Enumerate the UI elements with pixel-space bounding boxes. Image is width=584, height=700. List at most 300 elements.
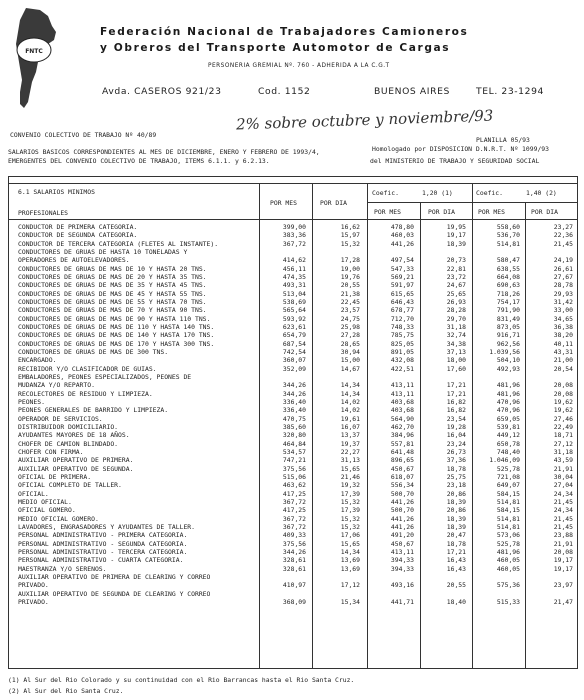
table-row — [0, 265, 584, 273]
row-label: AUXILIAR OPERATIVO DE SEGUNDA DE CLEARING Y CORREO — [18, 589, 211, 598]
table-row — [0, 373, 584, 381]
row-label: CONDUCTORES DE GRUAS DE MAS DE 300 TNS. — [18, 347, 169, 356]
row-value-dia: 17,28 — [340, 256, 360, 265]
phone: TEL. 23-1294 — [476, 86, 544, 97]
row-value-m2: 584,15 — [496, 489, 520, 498]
row-value-m2: 481,96 — [496, 381, 520, 390]
row-value-m2: 504,10 — [496, 356, 520, 365]
table-row — [0, 331, 584, 339]
table-row — [0, 240, 584, 248]
row-value-mes: 513,04 — [282, 289, 306, 298]
table-row — [0, 465, 584, 473]
row-value-d2: 18,71 — [553, 431, 573, 440]
row-value-m1: 646,43 — [390, 297, 414, 306]
row-value-m2: 791,90 — [496, 306, 520, 315]
row-label: MAESTRANZA Y/O SERENOS. — [18, 564, 107, 573]
row-value-dia: 13,69 — [340, 556, 360, 565]
table-row — [0, 248, 584, 256]
table-row — [0, 440, 584, 448]
row-label: OFICIAL. — [18, 489, 49, 498]
row-label: CONDUCTORES DE GRUAS DE MAS DE 35 Y HASTA 45 TNS. — [18, 281, 207, 290]
row-label: AUXILIAR OPERATIVO DE SEGUNDA. — [18, 464, 134, 473]
row-value-d2: 23,27 — [553, 223, 573, 231]
table-row — [0, 290, 584, 298]
row-value-mes: 320,80 — [282, 431, 306, 440]
row-value-m2: 916,71 — [496, 331, 520, 340]
row-value-m1: 825,05 — [390, 339, 414, 348]
row-value-m2: 536,70 — [496, 231, 520, 240]
row-value-d1: 23,72 — [446, 272, 466, 281]
row-value-m1: 491,20 — [390, 531, 414, 540]
row-value-m1: 441,26 — [390, 497, 414, 506]
row-label: EMBALADORES, PEONES ESPECIALIZADOS, PEONES DE — [18, 372, 192, 381]
table-row — [0, 423, 584, 431]
row-value-d1: 20,73 — [446, 256, 466, 265]
row-value-m2: 470,96 — [496, 406, 520, 415]
row-label: CONDUCTORES DE GRUAS DE MAS DE 140 Y HASTA 170 TNS. — [18, 331, 215, 340]
row-value-mes: 456,11 — [282, 264, 306, 273]
row-label: PERSONAL ADMINISTRATIVO - TERCERA CATEGORIA. — [18, 547, 188, 556]
row-value-dia: 13,37 — [340, 431, 360, 440]
header-coef1-por-mes: POR MES — [374, 208, 401, 216]
row-value-d2: 28,78 — [553, 281, 573, 290]
table-row — [0, 256, 584, 264]
row-value-d2: 27,46 — [553, 414, 573, 423]
row-value-mes: 367,72 — [282, 239, 306, 248]
row-value-d2: 29,93 — [553, 289, 573, 298]
coef2-value: 1,40 (2) — [526, 189, 557, 197]
row-value-dia: 19,61 — [340, 414, 360, 423]
profession-header: PROFESIONALES — [18, 209, 69, 217]
row-value-m2: 721,08 — [496, 472, 520, 481]
row-value-dia: 14,02 — [340, 406, 360, 415]
row-value-dia: 15,32 — [340, 514, 360, 523]
row-value-m2: 659,05 — [496, 414, 520, 423]
planilla-number: PLANILLA 05/93 — [476, 136, 530, 144]
city: BUENOS AIRES — [374, 86, 450, 97]
row-label: CONDUCTOR DE PRIMERA CATEGORIA. — [18, 223, 138, 231]
row-value-d2: 20,08 — [553, 547, 573, 556]
row-label: PERSONAL ADMINISTRATIVO - PRIMERA CATEGORIA. — [18, 531, 188, 540]
row-value-m2: 481,96 — [496, 389, 520, 398]
table-row — [0, 398, 584, 406]
row-value-mes: 367,72 — [282, 514, 306, 523]
row-label: PEONES. — [18, 397, 45, 406]
row-value-mes: 368,09 — [282, 597, 306, 606]
row-value-mes: 414,62 — [282, 256, 306, 265]
row-value-m1: 460,03 — [390, 231, 414, 240]
row-value-dia: 15,32 — [340, 239, 360, 248]
row-value-dia: 16,07 — [340, 422, 360, 431]
row-value-dia: 15,97 — [340, 231, 360, 240]
row-value-dia: 19,00 — [340, 264, 360, 273]
row-value-d1: 22,81 — [446, 264, 466, 273]
row-value-m1: 450,67 — [390, 539, 414, 548]
table-row — [0, 273, 584, 281]
row-value-m1: 441,26 — [390, 514, 414, 523]
row-value-m1: 712,70 — [390, 314, 414, 323]
table-row — [0, 390, 584, 398]
row-value-mes: 417,25 — [282, 506, 306, 515]
row-value-d2: 20,54 — [553, 364, 573, 373]
row-value-d1: 17,21 — [446, 547, 466, 556]
row-value-m1: 891,05 — [390, 347, 414, 356]
row-value-d1: 26,73 — [446, 447, 466, 456]
row-value-d2: 21,91 — [553, 539, 573, 548]
row-value-d2: 21,45 — [553, 239, 573, 248]
table-row — [0, 340, 584, 348]
row-value-dia: 17,39 — [340, 506, 360, 515]
row-value-d2: 21,91 — [553, 464, 573, 473]
row-value-m1: 896,65 — [390, 456, 414, 465]
row-value-m1: 618,07 — [390, 472, 414, 481]
address: Avda. CASEROS 921/23 — [102, 86, 222, 97]
personeria-gremial: PERSONERIA GREMIAL Nº. 760 - ADHERIDA A LA C.G.T — [208, 63, 390, 69]
row-value-d1: 29,70 — [446, 314, 466, 323]
row-value-d2: 27,04 — [553, 481, 573, 490]
row-value-mes: 410,97 — [282, 581, 306, 590]
row-label: CONDUCTORES DE GRUAS DE MAS DE 20 Y HASTA 35 TNS. — [18, 272, 207, 281]
row-label: CONDUCTORES DE GRUAS DE MAS DE 55 Y HASTA 70 TNS. — [18, 297, 207, 306]
table-row — [0, 515, 584, 523]
table-row — [0, 598, 584, 606]
row-label: OPERADORES DE AUTOELEVADORES. — [18, 256, 130, 265]
row-value-m2: 1.039,56 — [489, 347, 520, 356]
table-row — [0, 431, 584, 439]
row-value-m1: 557,81 — [390, 439, 414, 448]
row-label: RECOLECTORES DE RESIDUO Y LIMPIEZA. — [18, 389, 153, 398]
row-value-d1: 26,93 — [446, 297, 466, 306]
row-value-dia: 30,94 — [340, 347, 360, 356]
row-value-d1: 20,55 — [446, 581, 466, 590]
row-value-mes: 534,57 — [282, 447, 306, 456]
row-value-m2: 1.046,09 — [489, 456, 520, 465]
row-value-d2: 43,31 — [553, 347, 573, 356]
row-label: PERSONAL ADMINISTRATIVO - CUARTA CATEGORIA. — [18, 556, 184, 565]
row-value-m1: 403,68 — [390, 406, 414, 415]
row-value-d1: 17,60 — [446, 364, 466, 373]
table-row — [0, 448, 584, 456]
org-name-line1: Federación Nacional de Trabajadores Camioneros — [100, 26, 469, 38]
header-por-mes: POR MES — [270, 199, 297, 207]
row-value-m2: 649,07 — [496, 481, 520, 490]
table-row — [0, 548, 584, 556]
row-value-m2: 873,05 — [496, 322, 520, 331]
table-row — [0, 323, 584, 331]
row-label: CONDUCTORES DE GRUAS DE MAS DE 90 Y HASTA 110 TNS. — [18, 314, 211, 323]
row-value-m1: 441,26 — [390, 522, 414, 531]
table-row — [0, 406, 584, 414]
row-value-m1: 569,21 — [390, 272, 414, 281]
row-value-d1: 16,43 — [446, 564, 466, 573]
row-value-dia: 22,45 — [340, 297, 360, 306]
row-value-d2: 31,42 — [553, 297, 573, 306]
row-value-m1: 500,70 — [390, 506, 414, 515]
row-value-d1: 19,17 — [446, 231, 466, 240]
row-value-mes: 417,25 — [282, 489, 306, 498]
row-value-mes: 470,75 — [282, 414, 306, 423]
row-value-d1: 19,28 — [446, 422, 466, 431]
row-value-d2: 19,62 — [553, 406, 573, 415]
row-label: RECIBIDOR Y/O CLASIFICADOR DE GUIAS. — [18, 364, 157, 373]
row-value-m2: 573,06 — [496, 531, 520, 540]
row-value-d2: 21,45 — [553, 497, 573, 506]
row-value-mes: 742,54 — [282, 347, 306, 356]
row-label: OFICIAL COMPLETO DE TALLER. — [18, 481, 122, 490]
row-value-mes: 623,61 — [282, 322, 306, 331]
row-value-mes: 654,79 — [282, 331, 306, 340]
table-row — [0, 490, 584, 498]
table-row — [0, 306, 584, 314]
row-label: LAVADORES, ENGRASADORES Y AYUDANTES DE TALLER. — [18, 522, 195, 531]
row-value-dia: 14,34 — [340, 389, 360, 398]
row-value-dia: 28,65 — [340, 339, 360, 348]
table-row — [0, 281, 584, 289]
header-coef2-por-mes: POR MES — [478, 208, 505, 216]
row-value-dia: 14,67 — [340, 364, 360, 373]
row-value-d1: 23,18 — [446, 481, 466, 490]
homologation-line2: del MINISTERIO DE TRABAJO Y SEGURIDAD SOCIAL — [370, 157, 540, 165]
row-value-d2: 40,11 — [553, 339, 573, 348]
row-value-d1: 25,65 — [446, 289, 466, 298]
row-value-m2: 515,33 — [496, 597, 520, 606]
row-value-m1: 432,08 — [390, 356, 414, 365]
table-rule — [368, 202, 578, 203]
row-value-d1: 34,38 — [446, 339, 466, 348]
row-label: MEDIO OFICIAL. — [18, 497, 72, 506]
row-value-mes: 538,69 — [282, 297, 306, 306]
row-value-m1: 450,67 — [390, 464, 414, 473]
table-row — [0, 381, 584, 389]
row-value-m2: 514,81 — [496, 514, 520, 523]
row-value-d1: 37,36 — [446, 456, 466, 465]
homologation-line1: Homologado por DISPOSICION D.N.R.T. Nº 1099/93 — [372, 145, 549, 153]
row-value-dia: 17,06 — [340, 531, 360, 540]
row-value-d2: 31,18 — [553, 447, 573, 456]
row-value-m1: 422,51 — [390, 364, 414, 373]
row-value-m1: 413,11 — [390, 381, 414, 390]
row-value-dia: 17,39 — [340, 489, 360, 498]
row-label: PEONES GENERALES DE BARRIDO Y LIMPIEZA. — [18, 406, 169, 415]
table-row — [0, 415, 584, 423]
row-value-m1: 462,70 — [390, 422, 414, 431]
row-value-m2: 460,05 — [496, 556, 520, 565]
convenio-title: CONVENIO COLECTIVO DE TRABAJO Nº 40/89 — [10, 131, 157, 139]
row-value-dia: 27,28 — [340, 331, 360, 340]
row-value-d2: 38,20 — [553, 331, 573, 340]
row-label: CHOFER DE CAMION BLINDADO. — [18, 439, 119, 448]
table-row — [0, 348, 584, 356]
row-value-dia: 23,57 — [340, 306, 360, 315]
row-value-m1: 500,70 — [390, 489, 414, 498]
table-row — [0, 565, 584, 573]
row-value-dia: 22,27 — [340, 447, 360, 456]
row-value-d2: 20,08 — [553, 389, 573, 398]
header-por-dia: POR DIA — [320, 199, 347, 207]
row-value-d2: 19,62 — [553, 397, 573, 406]
row-value-d1: 20,86 — [446, 489, 466, 498]
row-label: CONDUCTORES DE GRUAS DE MAS DE 10 Y HASTA 20 TNS. — [18, 264, 207, 273]
row-value-mes: 747,21 — [282, 456, 306, 465]
header-coef2-por-dia: POR DIA — [531, 208, 558, 216]
row-value-mes: 375,56 — [282, 464, 306, 473]
table-row — [0, 223, 584, 231]
row-label: CONDUCTORES DE GRUAS DE MAS DE 170 Y HASTA 300 TNS. — [18, 339, 215, 348]
row-value-dia: 19,32 — [340, 481, 360, 490]
row-value-m2: 754,17 — [496, 297, 520, 306]
row-value-d2: 19,17 — [553, 564, 573, 573]
row-value-mes: 375,56 — [282, 539, 306, 548]
row-value-d2: 19,17 — [553, 556, 573, 565]
row-value-d2: 26,61 — [553, 264, 573, 273]
row-label: CHOFER CON FIRMA. — [18, 447, 84, 456]
row-value-m2: 575,36 — [496, 581, 520, 590]
table-row — [0, 556, 584, 564]
row-value-dia: 15,65 — [340, 539, 360, 548]
row-value-m1: 493,16 — [390, 581, 414, 590]
row-value-d2: 24,34 — [553, 489, 573, 498]
row-value-m1: 591,97 — [390, 281, 414, 290]
row-value-mes: 463,62 — [282, 481, 306, 490]
row-value-d1: 18,78 — [446, 539, 466, 548]
row-value-d2: 21,00 — [553, 356, 573, 365]
row-value-d1: 32,74 — [446, 331, 466, 340]
row-value-d2: 20,08 — [553, 381, 573, 390]
row-label: AUXILIAR OPERATIVO DE PRIMERA DE CLEARING Y CORREO — [18, 572, 211, 581]
row-label: ENCARGADO. — [18, 356, 57, 365]
row-value-d1: 16,04 — [446, 431, 466, 440]
row-value-m2: 525,78 — [496, 464, 520, 473]
row-value-d2: 22,36 — [553, 231, 573, 240]
row-value-mes: 336,40 — [282, 397, 306, 406]
intro-line2: EMERGENTES DEL CONVENIO COLECTIVO DE TRABAJO, ITEMS 6.1.1. y 6.2.13. — [8, 157, 270, 165]
row-label: PERSONAL ADMINISTRATIVO - SEGUNDA CATEGORIA. — [18, 539, 188, 548]
org-name-line2: y Obreros del Transporte Automotor de Cargas — [100, 42, 451, 54]
row-label: AUXILIAR OPERATIVO DE PRIMERA. — [18, 456, 134, 465]
row-label: MEDIO OFICIAL GOMERO. — [18, 514, 99, 523]
row-value-d1: 18,78 — [446, 464, 466, 473]
row-value-dia: 21,46 — [340, 472, 360, 481]
row-value-mes: 328,61 — [282, 556, 306, 565]
row-value-m2: 690,63 — [496, 281, 520, 290]
row-value-m1: 394,33 — [390, 564, 414, 573]
row-value-dia: 15,32 — [340, 497, 360, 506]
row-value-mes: 515,06 — [282, 472, 306, 481]
footnote-1: (1) Al Sur del Rio Colorado y su continuidad con el Rio Barrancas hasta el Rio Santa Cruz. — [8, 676, 355, 684]
row-value-dia: 24,75 — [340, 314, 360, 323]
row-value-m1: 556,34 — [390, 481, 414, 490]
row-value-m2: 492,93 — [496, 364, 520, 373]
row-value-m2: 514,81 — [496, 522, 520, 531]
row-value-dia: 13,69 — [340, 564, 360, 573]
row-label: CONDUCTORES DE GRUAS DE MAS DE 70 Y HASTA 90 TNS. — [18, 306, 207, 315]
row-value-m2: 470,96 — [496, 397, 520, 406]
row-value-dia: 15,00 — [340, 356, 360, 365]
row-value-m2: 718,26 — [496, 289, 520, 298]
table-row — [0, 540, 584, 548]
row-value-d1: 18,39 — [446, 497, 466, 506]
table-row — [0, 506, 584, 514]
row-value-d1: 18,40 — [446, 597, 466, 606]
row-label: DISTRIBUIDOR DOMICILIARIO. — [18, 422, 119, 431]
row-value-dia: 20,55 — [340, 281, 360, 290]
row-value-m2: 460,05 — [496, 564, 520, 573]
row-value-m2: 962,56 — [496, 339, 520, 348]
row-value-dia: 31,13 — [340, 456, 360, 465]
row-value-mes: 687,54 — [282, 339, 306, 348]
coef1-value: 1,20 (1) — [422, 189, 453, 197]
row-value-d1: 17,21 — [446, 381, 466, 390]
row-value-d1: 18,39 — [446, 522, 466, 531]
row-value-d2: 24,19 — [553, 256, 573, 265]
row-value-d2: 24,34 — [553, 506, 573, 515]
row-value-d2: 21,47 — [553, 597, 573, 606]
table-row — [0, 365, 584, 373]
row-value-m1: 678,77 — [390, 306, 414, 315]
row-value-m1: 384,96 — [390, 431, 414, 440]
row-label: MUDANZA Y/O REPARTO. — [18, 381, 95, 390]
row-value-d1: 16,82 — [446, 397, 466, 406]
row-value-d1: 18,39 — [446, 514, 466, 523]
row-value-m1: 497,54 — [390, 256, 414, 265]
svg-text:FNTC: FNTC — [25, 48, 43, 55]
row-value-m1: 547,33 — [390, 264, 414, 273]
row-value-d2: 27,67 — [553, 272, 573, 281]
table-rule — [8, 219, 578, 220]
row-value-m1: 785,75 — [390, 331, 414, 340]
row-value-m2: 584,15 — [496, 506, 520, 515]
handwritten-note: 2% sobre octubre y noviembre/93 — [235, 106, 494, 134]
row-label: AYUDANTES MAYORES DE 18 AÑOS. — [18, 431, 130, 440]
table-rule — [8, 183, 578, 184]
row-value-m2: 514,81 — [496, 497, 520, 506]
row-value-m2: 580,47 — [496, 256, 520, 265]
row-value-d1: 24,67 — [446, 281, 466, 290]
row-value-m2: 664,08 — [496, 272, 520, 281]
row-value-m2: 650,78 — [496, 439, 520, 448]
row-value-d2: 36,38 — [553, 322, 573, 331]
row-value-d1: 17,21 — [446, 389, 466, 398]
row-value-m1: 413,11 — [390, 389, 414, 398]
row-value-d1: 28,28 — [446, 306, 466, 315]
row-value-m1: 441,71 — [390, 597, 414, 606]
row-label: OFICIAL GOMERO. — [18, 506, 76, 515]
table-row — [0, 298, 584, 306]
row-value-m2: 831,49 — [496, 314, 520, 323]
row-label: CONDUCTORES DE GRUAS DE MAS DE 110 Y HASTA 140 TNS. — [18, 322, 215, 331]
table-row — [0, 590, 584, 598]
row-value-d2: 21,45 — [553, 522, 573, 531]
row-value-dia: 17,12 — [340, 581, 360, 590]
row-value-mes: 344,26 — [282, 389, 306, 398]
header-coef1-por-dia: POR DIA — [428, 208, 455, 216]
row-value-dia: 21,38 — [340, 289, 360, 298]
row-value-d1: 37,13 — [446, 347, 466, 356]
row-value-m2: 539,81 — [496, 422, 520, 431]
postal-code: Cod. 1152 — [258, 86, 311, 97]
row-value-d2: 33,00 — [553, 306, 573, 315]
table-row — [0, 481, 584, 489]
table-row — [0, 456, 584, 464]
row-value-m1: 641,48 — [390, 447, 414, 456]
row-value-mes: 385,60 — [282, 422, 306, 431]
table-row — [0, 473, 584, 481]
argentina-map-logo — [8, 6, 64, 110]
row-value-mes: 367,72 — [282, 522, 306, 531]
row-value-d1: 18,39 — [446, 239, 466, 248]
row-value-d2: 23,97 — [553, 581, 573, 590]
row-value-m1: 748,33 — [390, 322, 414, 331]
